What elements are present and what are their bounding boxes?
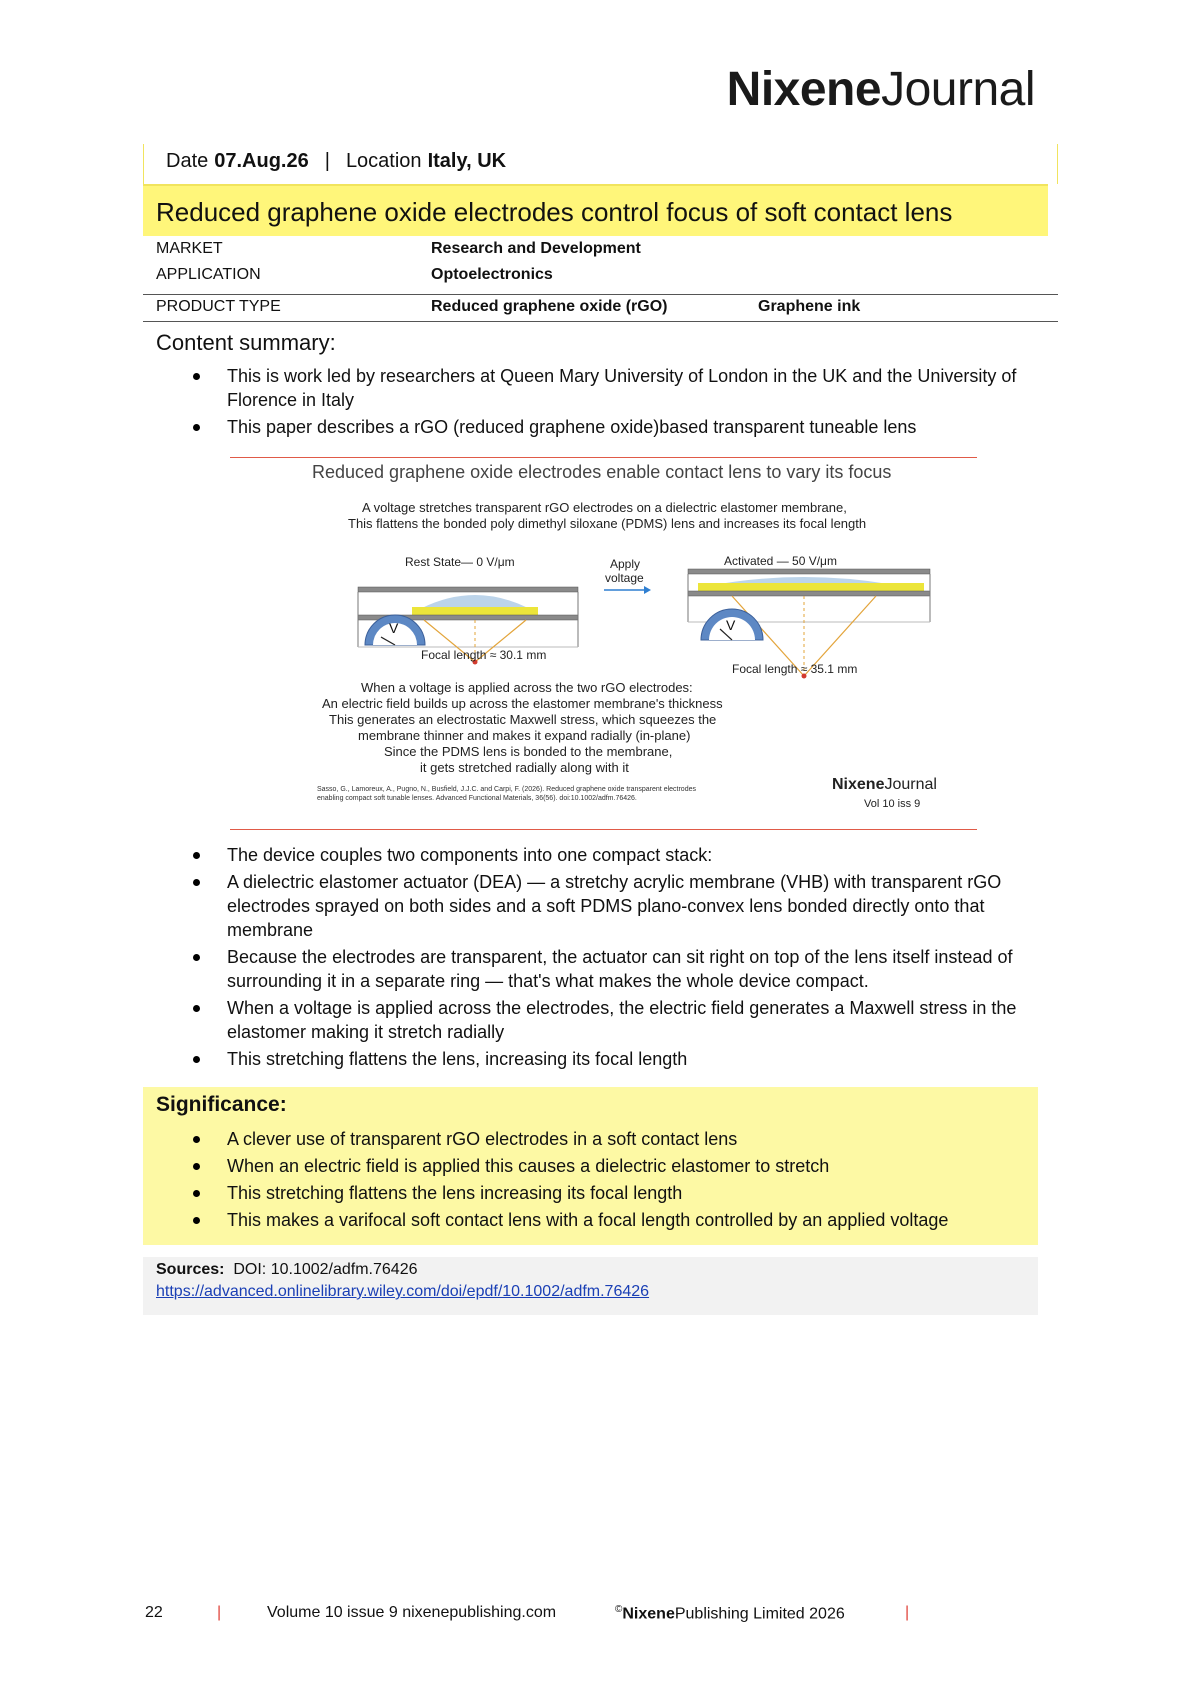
list-item: When a voltage is applied across the electrodes, the electric field generates a Maxwell stress in the elastomer making it stretch radially: [190, 996, 1030, 1044]
meta-divider-top: [143, 294, 1058, 295]
figure-volume: Vol 10 iss 9: [864, 798, 921, 810]
publisher-rest: Publishing Limited 2026: [674, 1605, 845, 1623]
footer-volume: Volume 10 issue 9 nixenepublishing.com: [267, 1604, 557, 1621]
brand-bold: Nixene: [726, 63, 882, 116]
focal-length-activated: Focal length ≈ 35.1 mm: [732, 662, 858, 676]
rest-state-label: Rest State— 0 V/μm: [405, 555, 515, 569]
list-item: This paper describes a rGO (reduced graphene oxide)based transparent tuneable lens: [190, 415, 1030, 439]
sources-line: [156, 1261, 417, 1279]
voltmeter-left-symbol: V: [389, 620, 399, 636]
list-item: This makes a varifocal soft contact lens with a focal length controlled by an applied voltage: [190, 1208, 1030, 1232]
figure-desc-6: it gets stretched radially along with it: [420, 760, 629, 775]
figure-desc-5: Since the PDMS lens is bonded to the membrane,: [384, 744, 673, 759]
voltmeter-right-symbol: V: [726, 617, 736, 633]
date-value: 07.Aug.26: [214, 150, 309, 172]
product-type-value: Reduced graphene oxide (rGO): [431, 298, 668, 315]
figure-citation-1: Sasso, G., Lamoreux, A., Pugno, N., Busfield, J.J.C. and Carpi, F. (2026). Reduced graphene oxide transparent electrodes: [317, 786, 696, 793]
footer-pipe-1: |: [217, 1604, 222, 1621]
figure-title: Reduced graphene oxide electrodes enable contact lens to vary its focus: [312, 462, 892, 482]
figure-desc-3: This generates an electrostatic Maxwell stress, which squeezes the: [329, 712, 717, 727]
figure-bottom-rule: [230, 829, 977, 830]
figure-citation-2: enabling compact soft tunable lenses. Advanced Functional Materials, 36(56). doi:10.1002/adfm.76426.: [317, 795, 637, 802]
meta-divider-bottom: [143, 321, 1058, 322]
pdms-lens-rest: [422, 595, 528, 608]
list-item: A clever use of transparent rGO electrodes in a soft contact lens: [190, 1127, 1030, 1151]
rgo-electrode-rest: [412, 607, 538, 615]
list-item: When an electric field is applied this causes a dielectric elastomer to stretch: [190, 1154, 1030, 1178]
content-summary-heading: Content summary:: [156, 330, 336, 355]
application-label: APPLICATION: [156, 266, 261, 283]
sources-link[interactable]: https://advanced.onlinelibrary.wiley.com/doi/epdf/10.1002/adfm.76426: [156, 1283, 650, 1300]
focal-length-rest: Focal length ≈ 30.1 mm: [421, 648, 547, 662]
apply-arrow-head: [644, 586, 651, 594]
article-title-bar: [143, 184, 1048, 236]
location-label: Location: [345, 150, 422, 172]
sources-doi: DOI: 10.1002/adfm.76426: [233, 1261, 418, 1278]
location-value: Italy, UK: [427, 150, 507, 172]
figure-desc-1: When a voltage is applied across the two rGO electrodes:: [361, 680, 693, 695]
market-value: Research and Development: [431, 240, 641, 257]
figure-brand-bold: Nixene: [832, 776, 885, 793]
market-label: MARKET: [156, 240, 223, 257]
publisher-bold: Nixene: [622, 1605, 675, 1623]
meta-market-row: [143, 240, 1058, 262]
product-type-label: PRODUCT TYPE: [156, 298, 281, 315]
product-type-value-2: Graphene ink: [758, 298, 861, 315]
sources-box: [143, 1257, 1038, 1315]
list-item: This stretching flattens the lens, increasing its focal length: [190, 1047, 1030, 1071]
footer-pipe-2: |: [905, 1604, 910, 1621]
apply-label-2: voltage: [605, 571, 644, 585]
apply-label-1: Apply: [610, 557, 641, 571]
list-item: Because the electrodes are transparent, the actuator can sit right on top of the lens itself instead of surrounding it in a separate ring — that's what makes the whole device compact.: [190, 945, 1030, 993]
figure-desc-4: membrane thinner and makes it expand radially (in-plane): [358, 728, 691, 743]
list-item: A dielectric elastomer actuator (DEA) — a stretchy acrylic membrane (VHB) with transparent rGO electrodes sprayed on both sides and a soft PDMS plano-convex lens bonded directly onto that membrane: [190, 870, 1030, 942]
figure-panel: [232, 462, 977, 822]
rgo-electrode-activated: [698, 583, 924, 591]
significance-list: [190, 1127, 1030, 1235]
figure-top-rule: [230, 457, 977, 458]
list-item: The device couples two components into one compact stack:: [190, 843, 1030, 867]
figure-brand: [832, 776, 937, 794]
sources-label: Sources:: [156, 1261, 225, 1278]
detail-list: [190, 843, 1030, 1074]
article-title: Reduced graphene oxide electrodes control focus of soft contact lens: [156, 197, 953, 227]
application-value: Optoelectronics: [431, 266, 553, 283]
brand-light: Journal: [881, 63, 1035, 116]
footer-copyright: [615, 1604, 845, 1623]
figure-subtitle-1: A voltage stretches transparent rGO electrodes on a dielectric elastomer membrane,: [362, 500, 847, 515]
figure-desc-2: An electric field builds up across the elastomer membrane's thickness: [322, 696, 723, 711]
meta-application-row: [143, 266, 1058, 288]
meta-product-row: [143, 298, 1058, 320]
journal-brand: [726, 63, 1035, 116]
date-label: Date: [166, 150, 209, 172]
date-location-bar: [143, 144, 1058, 184]
summary-list: [190, 364, 1030, 442]
list-item: This stretching flattens the lens increasing its focal length: [190, 1181, 1030, 1205]
figure-brand-light: Journal: [884, 776, 937, 793]
significance-heading: Significance:: [156, 1093, 287, 1116]
page-number: 22: [145, 1604, 163, 1621]
copyright-symbol: ©: [615, 1604, 623, 1615]
header-separator: |: [324, 150, 330, 172]
figure-subtitle-2: This flattens the bonded poly dimethyl siloxane (PDMS) lens and increases its focal length: [348, 516, 867, 531]
list-item: This is work led by researchers at Queen Mary University of London in the UK and the University of Florence in Italy: [190, 364, 1030, 412]
activated-label: Activated — 50 V/μm: [724, 554, 837, 568]
